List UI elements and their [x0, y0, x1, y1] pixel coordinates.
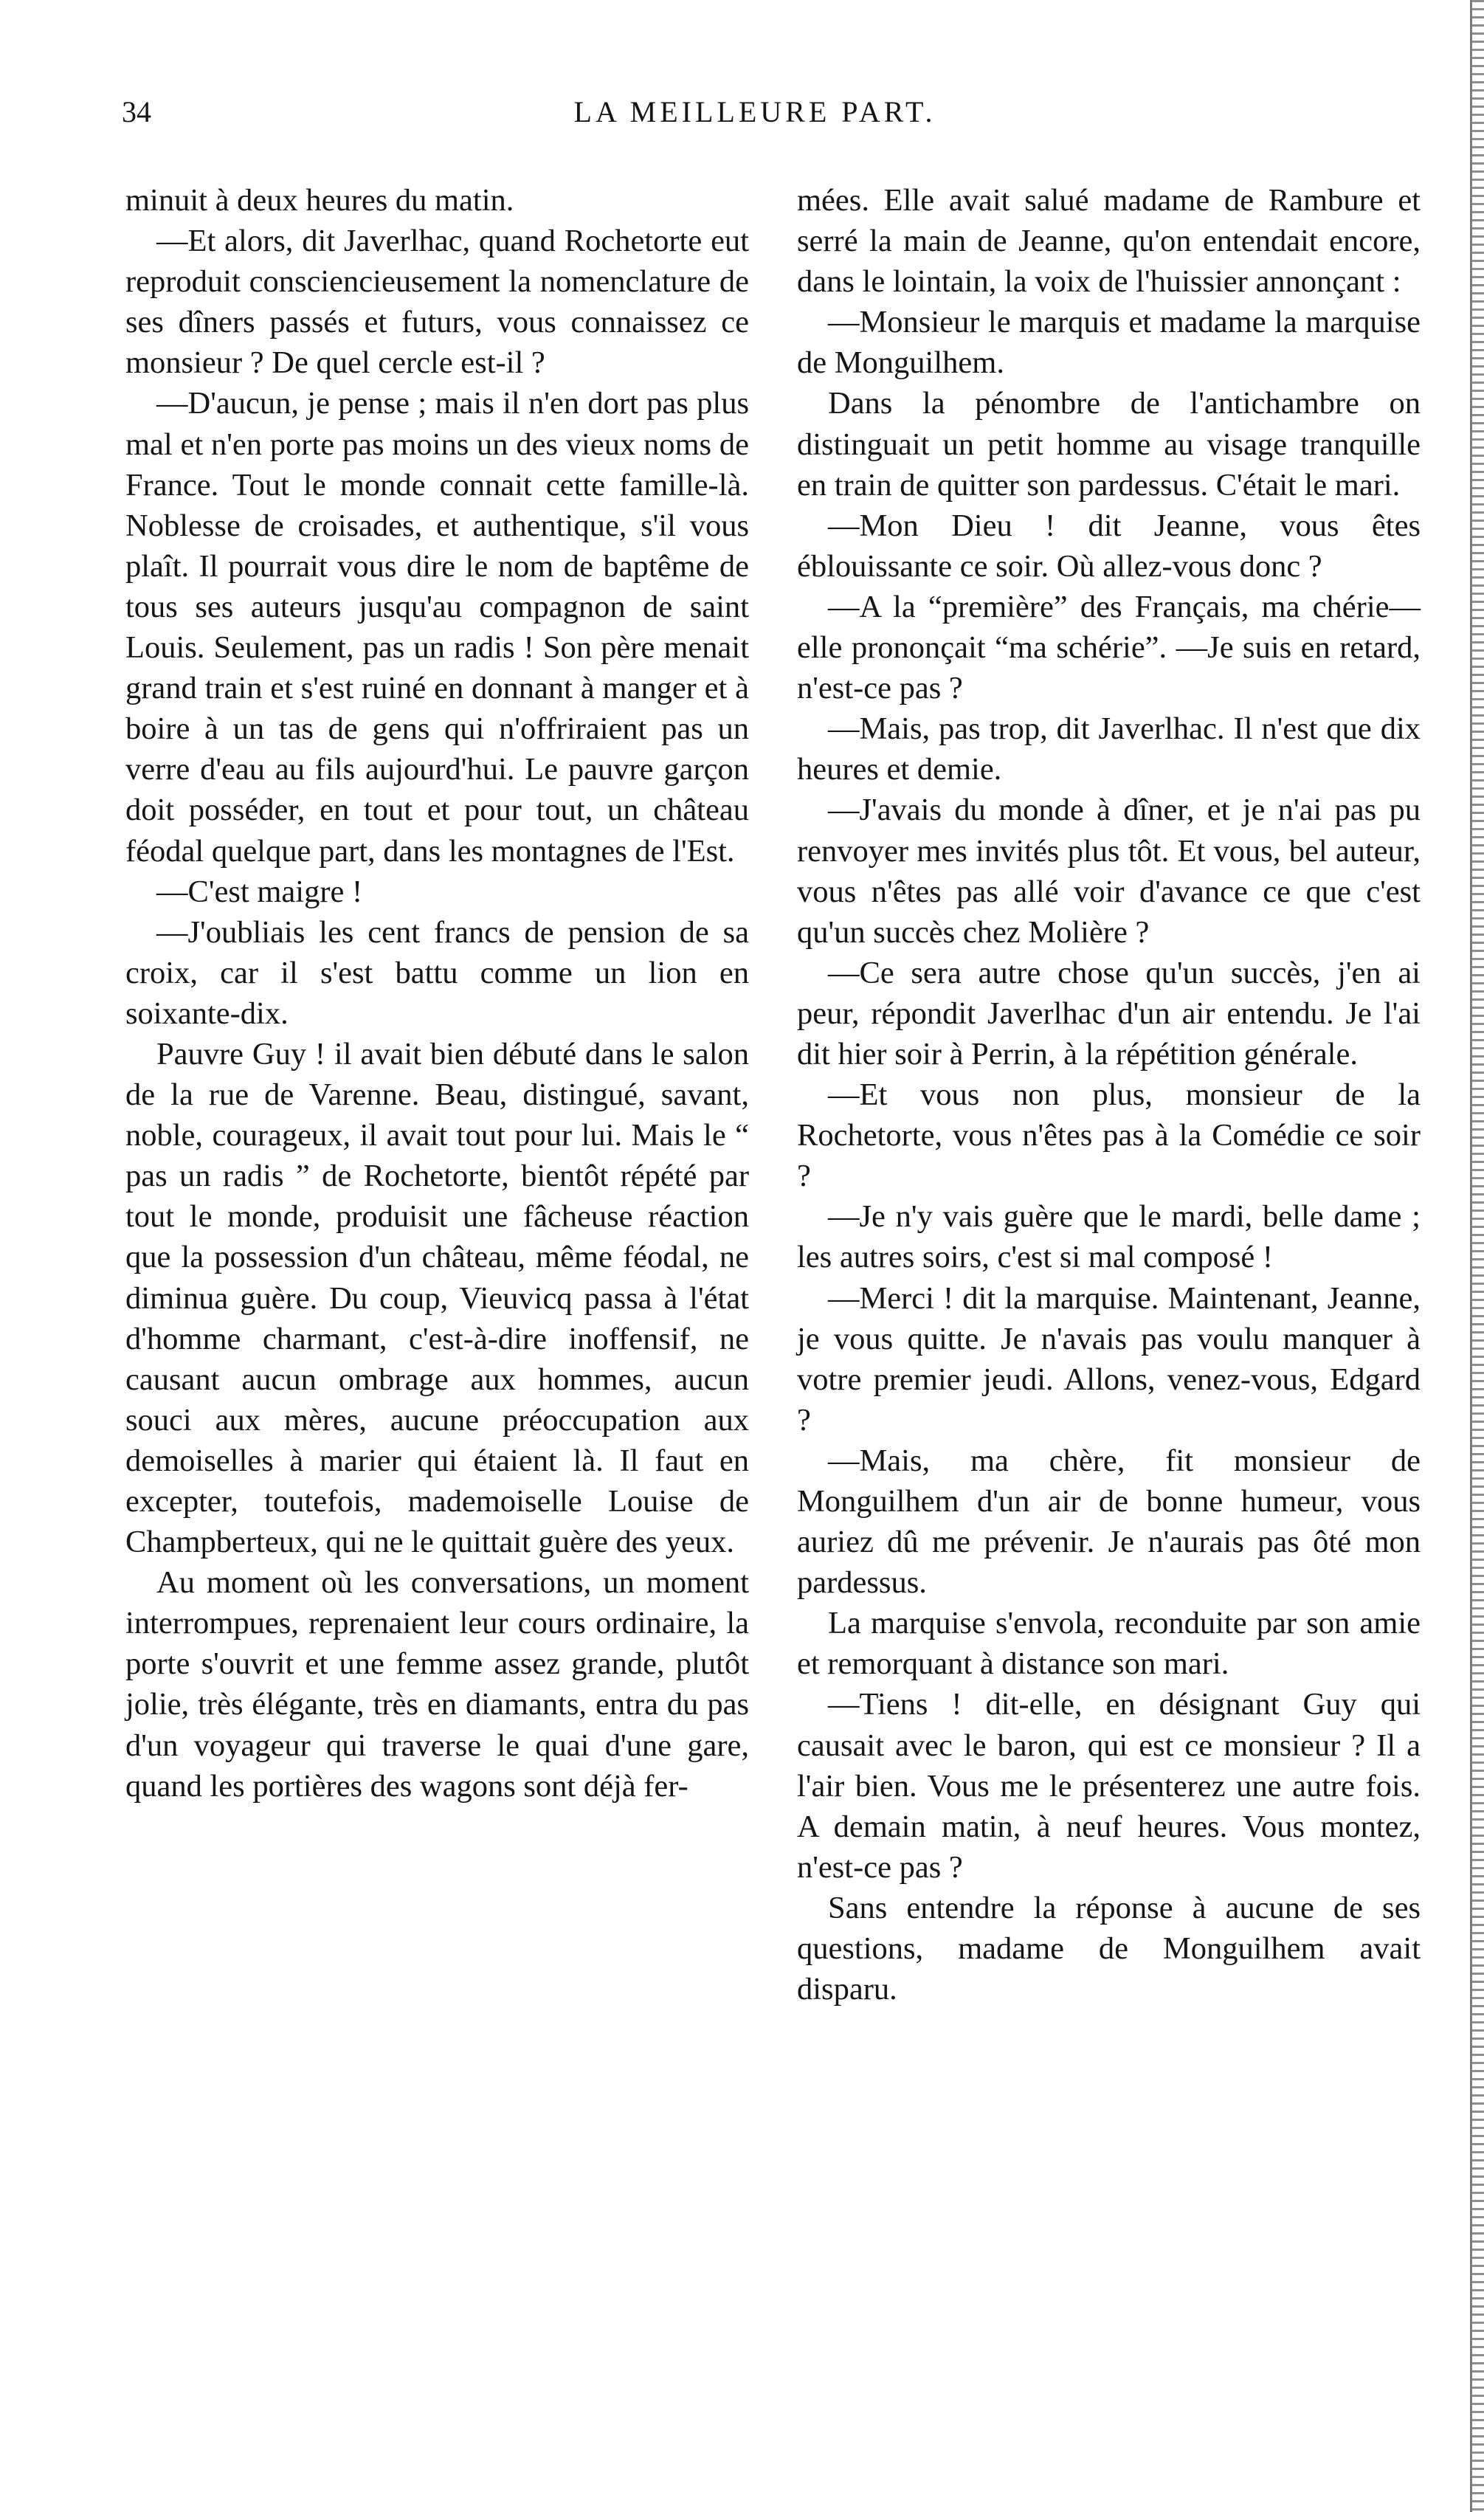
- paragraph: —J'avais du monde à dîner, et je n'ai pas pu renvoyer mes invités plus tôt. Et vous, bel auteur, vous n'êtes pas allé voir d'avance ce que c'est qu'un succès chez Molière ?: [797, 793, 1421, 950]
- paragraph: minuit à deux heures du matin.: [125, 183, 514, 218]
- scanned-page-edge: [1470, 0, 1484, 2512]
- paragraph: mées. Elle avait salué madame de Rambure et serré la main de Jeanne, qu'on entendait encore, dans le lointain, la voix de l'huissier annonçant :: [797, 183, 1421, 300]
- paragraph: —J'oubliais les cent francs de pension de sa croix, car il s'est battu comme un lion en soixante-dix.: [125, 914, 749, 1031]
- right-column: [797, 180, 1421, 2009]
- paragraph: —Et alors, dit Javerlhac, quand Rochetorte eut reproduit consciencieusement la nomenclature de ses dîners passés et futurs, vous connaissez ce monsieur ? De quel cercle est-il ?: [125, 224, 749, 381]
- paragraph: —Mon Dieu ! dit Jeanne, vous êtes éblouissante ce soir. Où allez-vous donc ?: [797, 508, 1421, 584]
- paragraph: Au moment où les conversations, un moment interrompues, reprenaient leur cours ordinaire, la porte s'ouvrit et une femme assez grande, plutôt jolie, très élégante, très en diamants, entra du pas d'un voyageur qui traverse le quai d'une gare, quand les portières des wagons sont déjà fer-: [125, 1565, 749, 1804]
- paragraph: —C'est maigre !: [156, 874, 363, 909]
- page-header: [122, 94, 1388, 139]
- paragraph: —Ce sera autre chose qu'un succès, j'en ai peur, répondit Javerlhac d'un air entendu. Je l'ai dit hier soir à Perrin, à la répétition générale.: [797, 955, 1421, 1072]
- paragraph: —A la “première” des Français, ma chérie—elle prononçait “ma schérie”. —Je suis en retard, n'est-ce pas ?: [797, 589, 1421, 706]
- paragraph: La marquise s'envola, reconduite par son amie et remorquant à distance son mari.: [797, 1606, 1421, 1682]
- running-title: LA MEILLEURE PART.: [573, 95, 936, 128]
- paragraph: —D'aucun, je pense ; mais il n'en dort pas plus mal et n'en porte pas moins un des vieux noms de France. Tout le monde connait cette famille-là. Noblesse de croisades, et authentique, s'il vous plaît. Il pourrait vous dire le nom de baptême de tous ses auteurs jusqu'au compagnon de saint Louis. Seulement, pas un radis ! Son père menait grand train et s'est ruiné en donnant à manger et à boire à un tas de gens qui n'offriraient pas un verre d'eau au fils aujourd'hui. Le pauvre garçon doit posséder, en tout et pour tout, un château féodal quelque part, dans les montagnes de l'Est.: [125, 386, 749, 869]
- paragraph: Pauvre Guy ! il avait bien débuté dans le salon de la rue de Varenne. Beau, distingué, savant, noble, courageux, il avait tout pour lui. Mais le “ pas un radis ” de Rochetorte, bientôt répété par tout le monde, produisit une fâcheuse réaction que la possession d'un château, même féodal, ne diminua guère. Du coup, Vieuvicq passa à l'état d'homme charmant, c'est-à-dire inoffensif, ne causant aucun ombrage aux hommes, aucun souci aux mères, aucune préoccupation aux demoiselles à marier qui étaient là. Il faut en excepter, toutefois, mademoiselle Louise de Champberteux, qui ne le quittait guère des yeux.: [125, 1036, 749, 1560]
- left-column: [125, 180, 749, 1807]
- paragraph: —Tiens ! dit-elle, en désignant Guy qui causait avec le baron, qui est ce monsieur ? Il a l'air bien. Vous me le présenterez une autre fois. A demain matin, à neuf heures. Vous montez, n'est-ce pas ?: [797, 1687, 1421, 1885]
- paragraph: Dans la pénombre de l'antichambre on distinguait un petit homme au visage tranquille en train de quitter son pardessus. C'était le mari.: [797, 386, 1421, 503]
- paragraph: —Merci ! dit la marquise. Maintenant, Jeanne, je vous quitte. Je n'avais pas voulu manquer à votre premier jeudi. Allons, venez-vous, Edgard ?: [797, 1280, 1421, 1438]
- paragraph: —Monsieur le marquis et madame la marquise de Monguilhem.: [797, 305, 1421, 381]
- page-number: 34: [122, 95, 151, 128]
- paragraph: —Et vous non plus, monsieur de la Rochetorte, vous n'êtes pas à la Comédie ce soir ?: [797, 1077, 1421, 1194]
- paragraph: —Mais, ma chère, fit monsieur de Monguilhem d'un air de bonne humeur, vous auriez dû me prévenir. Je n'aurais pas ôté mon pardessus.: [797, 1443, 1421, 1601]
- paragraph: —Mais, pas trop, dit Javerlhac. Il n'est que dix heures et demie.: [797, 711, 1421, 787]
- paragraph: Sans entendre la réponse à aucune de ses questions, madame de Monguilhem avait disparu.: [797, 1890, 1421, 2007]
- paragraph: —Je n'y vais guère que le mardi, belle dame ; les autres soirs, c'est si mal composé !: [797, 1199, 1421, 1275]
